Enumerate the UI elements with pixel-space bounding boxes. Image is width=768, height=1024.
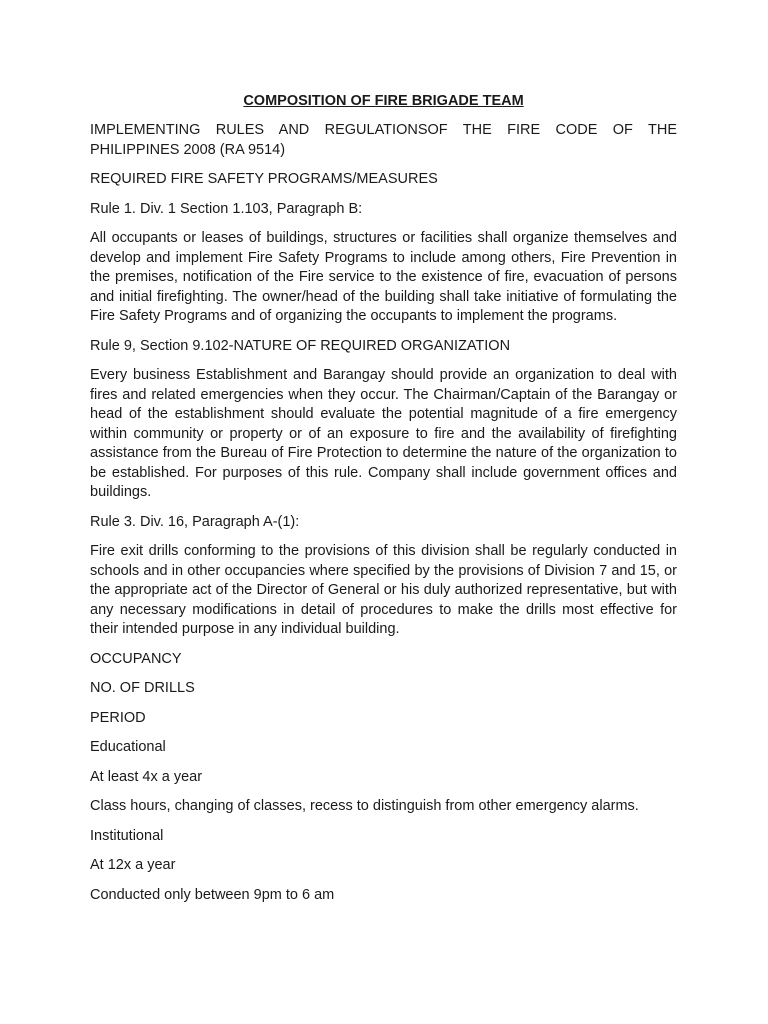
paragraph-irr-heading: IMPLEMENTING RULES AND REGULATIONSOF THE FIRE CODE OF THE PHILIPPINES 2008 (RA 9514)	[90, 122, 677, 158]
paragraph-rule-1: Rule 1. Div. 1 Section 1.103, Paragraph B:	[90, 200, 363, 217]
paragraph-rule-9: Rule 9, Section 9.102-NATURE OF REQUIRED ORGANIZATION	[90, 337, 511, 354]
paragraph-required-programs: REQUIRED FIRE SAFETY PROGRAMS/MEASURES	[90, 171, 438, 187]
paragraph-educational: Educational	[90, 739, 166, 755]
document-body	[90, 121, 677, 905]
paragraph-occupants: All occupants or leases of buildings, structures or facilities shall organize themselves and develop and implement Fire Safety Programs to include among others, Fire Prevention in the premises, notification of the Fire service to the existence of fire, evacuation of persons and initial firefighting. The owner/head of the building shall take initiative of formulating the Fire Safety Programs and of organizing the occupants to implement the programs.	[90, 230, 677, 324]
paragraph-occupancy: OCCUPANCY	[90, 650, 182, 667]
paragraph-period: PERIOD	[90, 709, 146, 726]
paragraph-class-hours: Class hours, changing of classes, recess to distinguish from other emergency alarms.	[90, 798, 639, 814]
paragraph-at-least-4x: At least 4x a year	[90, 768, 203, 785]
document-page	[90, 92, 677, 915]
paragraph-conducted-only: Conducted only between 9pm to 6 am	[90, 886, 335, 903]
paragraph-at-12x: At 12x a year	[90, 857, 176, 873]
paragraph-institutional: Institutional	[90, 827, 164, 844]
document-title: COMPOSITION OF FIRE BRIGADE TEAM	[243, 93, 524, 109]
paragraph-rule-3: Rule 3. Div. 16, Paragraph A-(1):	[90, 513, 300, 530]
paragraph-no-of-drills: NO. OF DRILLS	[90, 680, 195, 696]
paragraph-business-establishment: Every business Establishment and Barangay should provide an organization to deal with fires and related emergencies when they occur. The Chairman/Captain of the Barangay or head of the establishment should evaluate the potential magnitude of a fire emergency within community or property or of an exposure to fire and the availability of firefighting assistance from the Bureau of Fire Protection to determine the nature of the organization to be established. For purposes of this rule. Company shall include government offices and buildings.	[90, 367, 677, 500]
paragraph-fire-exit-drills: Fire exit drills conforming to the provisions of this division shall be regularly conducted in schools and in other occupancies where specified by the provisions of Division 7 and 15, or the appropriate act of the Director of General or his duly authorized representative, but with any necessary modifications in detail of procedures to make the drills most effective for their intended purpose in any individual building.	[90, 543, 677, 637]
